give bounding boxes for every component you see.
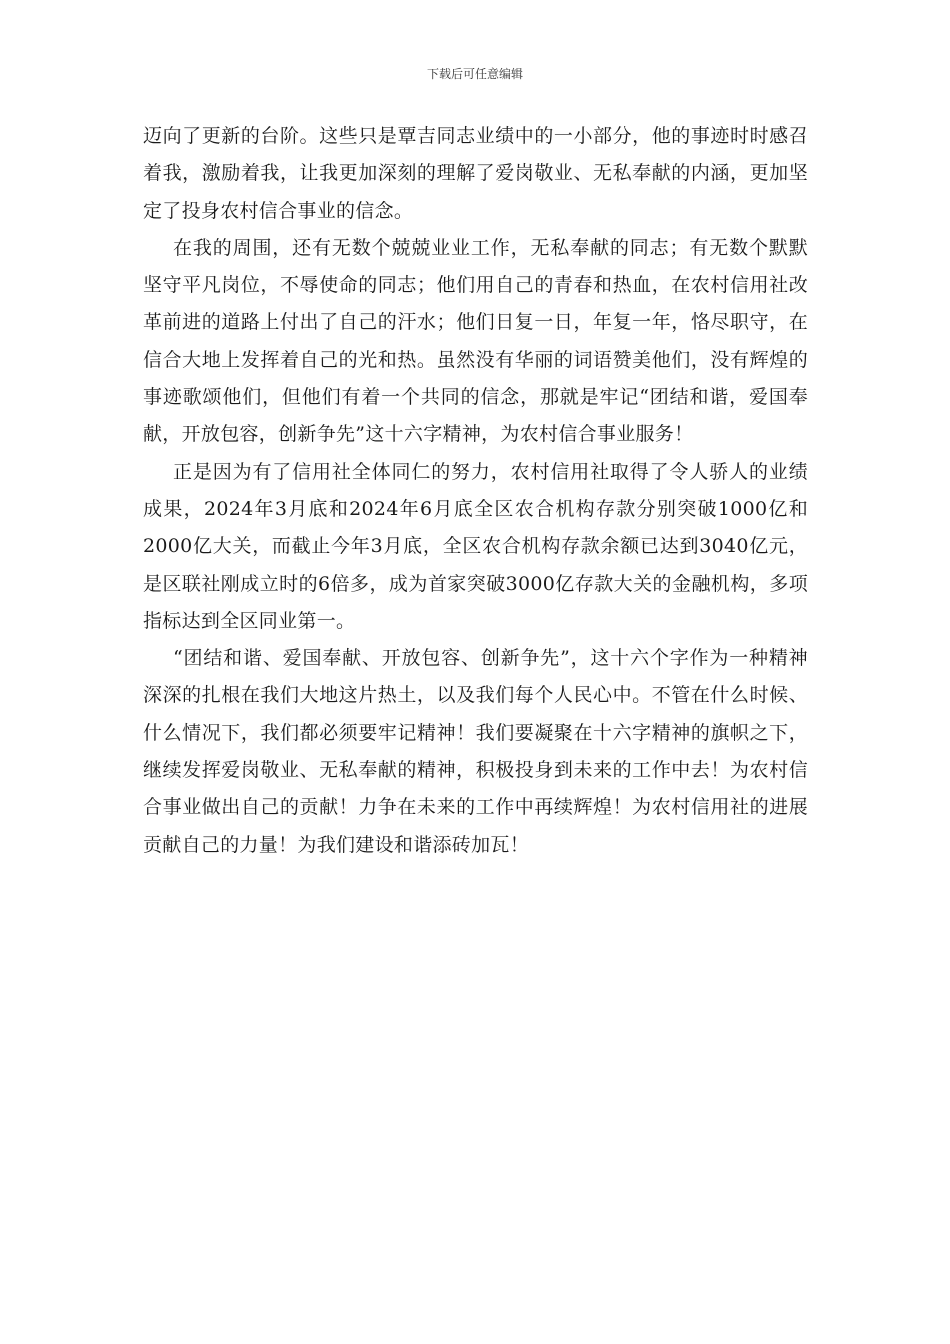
page-header: 下载后可任意编辑 <box>426 67 523 81</box>
document-body <box>143 118 808 864</box>
paragraph-1: 迈向了更新的台阶。这些只是覃吉同志业绩中的一小部分，他的事迹时时感召着我，激励着我，让我更加深刻的理解了爱岗敬业、无私奉献的内涵，更加坚定了投身农村信合事业的信念。 <box>143 125 808 222</box>
paragraph-2: 在我的周围，还有无数个兢兢业业工作，无私奉献的同志；有无数个默默坚守平凡岗位，不辱使命的同志；他们用自己的青春和热血，在农村信用社改革前进的道路上付出了自己的汗水；他们日复一日，年复一年，恪尽职守，在信合大地上发挥着自己的光和热。虽然没有华丽的词语赞美他们，没有辉煌的事迹歌颂他们，但他们有着一个共同的信念，那就是牢记“团结和谐，爱国奉献，开放包容，创新争先”这十六字精神，为农村信合事业服务！ <box>143 236 808 446</box>
paragraph-3: 正是因为有了信用社全体同仁的努力，农村信用社取得了令人骄人的业绩成果，2024年3月底和2024年6月底全区农合机构存款分别突破1000亿和2000亿大关，而截止今年3月底，全区农合机构存款余额已达到3040亿元，是区联社刚成立时的6倍多，成为首家突破3000亿存款大关的金融机构，多项指标达到全区同业第一。 <box>143 460 808 632</box>
paragraph-4: “团结和谐、爱国奉献、开放包容、创新争先”，这十六个字作为一种精神深深的扎根在我们大地这片热土，以及我们每个人民心中。不管在什么时候、什么情况下，我们都必须要牢记精神！我们要凝聚在十六字精神的旗帜之下，继续发挥爱岗敬业、无私奉献的精神，积极投身到未来的工作中去！为农村信合事业做出自己的贡献！力争在未来的工作中再续辉煌！为农村信用社的进展贡献自己的力量！为我们建设和谐添砖加瓦！ <box>143 647 808 856</box>
